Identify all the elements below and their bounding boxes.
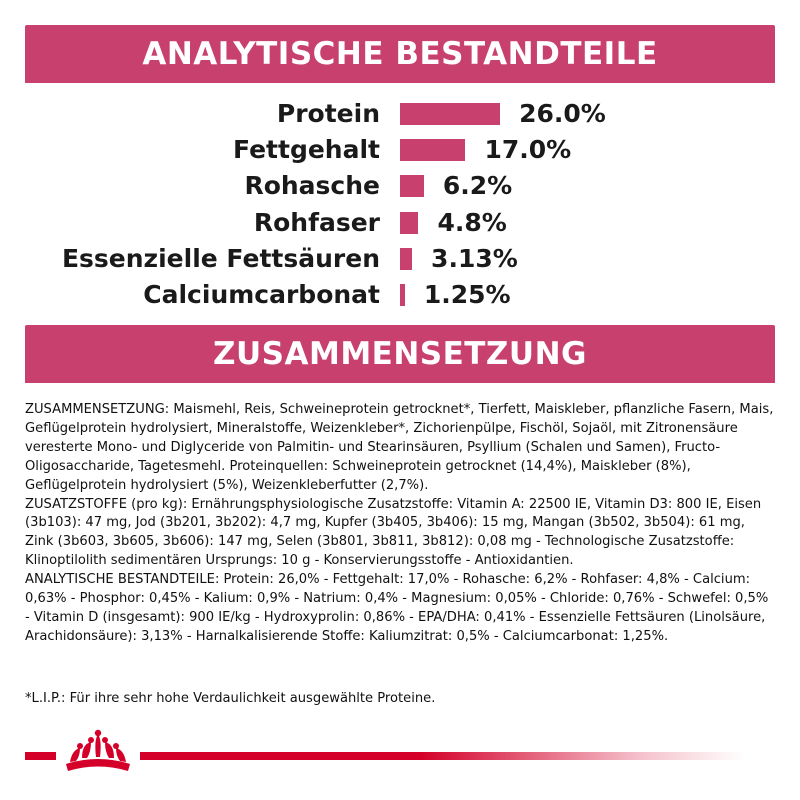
- nutrient-row: [0, 241, 800, 277]
- composition-text: [25, 401, 775, 647]
- nutrient-label: Fettgehalt: [233, 135, 380, 165]
- nutrient-row: [0, 168, 800, 204]
- nutrient-label: Rohfaser: [253, 207, 380, 237]
- nutrient-label: Calciumcarbonat: [143, 280, 380, 309]
- nutrient-row: [0, 205, 800, 241]
- nutrient-value: 4.8%: [437, 207, 507, 237]
- nutrient-label: Essenzielle Fettsäuren: [61, 243, 380, 273]
- crown-icon: [56, 728, 140, 778]
- nutrient-bar: [400, 284, 405, 306]
- nutrient-bar: [400, 248, 412, 270]
- analytical-paragraph: ANALYTISCHE BESTANDTEILE: Protein: 26,0% - Fettgehalt: 17,0% - Rohasche: 6,2% - Rohfaser: 4,8% - Calcium: 0,63% - Phosphor: 0,45% - Kalium: 0,9% - Natrium: 0,4% - Magnesium: 0,05% - Chloride: 0,76% - Schwefel: 0,5% - Vitamin D (insgesamt): 900 IE/kg - Hydroxyprolin: 0,86% - EPA/DHA: 0,41% - Essenzielle Fettsäuren (Linolsäure, Arachidonsäure): 3,13% - Harnalkalisierende Stoffe: Kaliumzitrat: 0,5% - Calciumcarbonat: 1,25%.: [25, 572, 769, 644]
- analysis-header: ANALYTISCHE BESTANDTEILE: [25, 25, 775, 83]
- nutrient-row: [0, 132, 800, 168]
- composition-header: ZUSAMMENSETZUNG: [25, 325, 775, 383]
- nutrient-label: Protein: [276, 99, 380, 128]
- nutrient-value: 6.2%: [442, 171, 513, 201]
- additives-paragraph: ZUSATZSTOFFE (pro kg): Ernährungsphysiologische Zusatzstoffe: Vitamin A: 22500 IE, Vitamin D3: 800 IE, Eisen (3b103): 47 mg, Jod (3b201, 3b202): 4,7 mg, Kupfer (3b405, 3b406): 15 mg, Mangan (3b502, 3b504): 61 mg, Zink (3b603, 3b605, 3b606): 147 mg, Selen (3b801, 3b811, 3b812): 0,08 mg - Technologische Zusatzstoffe: Klinoptilolith sedimentären Ursprungs: 10 g - Konservierungsstoffe - Antioxidantien.: [25, 496, 762, 569]
- nutrient-row: [0, 277, 800, 313]
- nutrient-bar: [400, 103, 500, 125]
- nutrient-bar: [400, 139, 465, 161]
- nutrient-value: 17.0%: [484, 135, 572, 165]
- nutrient-value: 3.13%: [431, 243, 518, 273]
- nutrient-row: [0, 96, 800, 132]
- nutrient-bar: [400, 212, 418, 234]
- nutrient-value: 1.25%: [423, 280, 511, 309]
- composition-paragraph: ZUSAMMENSETZUNG: Maismehl, Reis, Schweineprotein getrocknet*, Tierfett, Maiskleber, pflanzliche Fasern, Mais, Geflügelprotein hydrolysiert, Mineralstoffe, Weizenkleber*, Zichorienpülpe, Fischöl, Sojaöl, mit Zitronensäure veresterte Mono- und Diglyceride von Palmitin- und Stearinsäuren, Psyllium (Schalen und Samen), Fructo-Oligosaccharide, Tagetesmehl. Proteinquellen: Schweineprotein getrocknet (14,4%), Maiskleber (8%), Geflügelprotein hydrolysiert (5%), Weizenkleberfutter (2,7%).: [25, 402, 774, 493]
- nutrient-value: 26.0%: [519, 99, 606, 128]
- footnote: *L.I.P.: Für ihre sehr hohe Verdaulichkeit ausgewählte Proteine.: [25, 691, 436, 706]
- nutrient-label: Rohasche: [244, 171, 380, 201]
- nutrient-bar: [400, 175, 424, 197]
